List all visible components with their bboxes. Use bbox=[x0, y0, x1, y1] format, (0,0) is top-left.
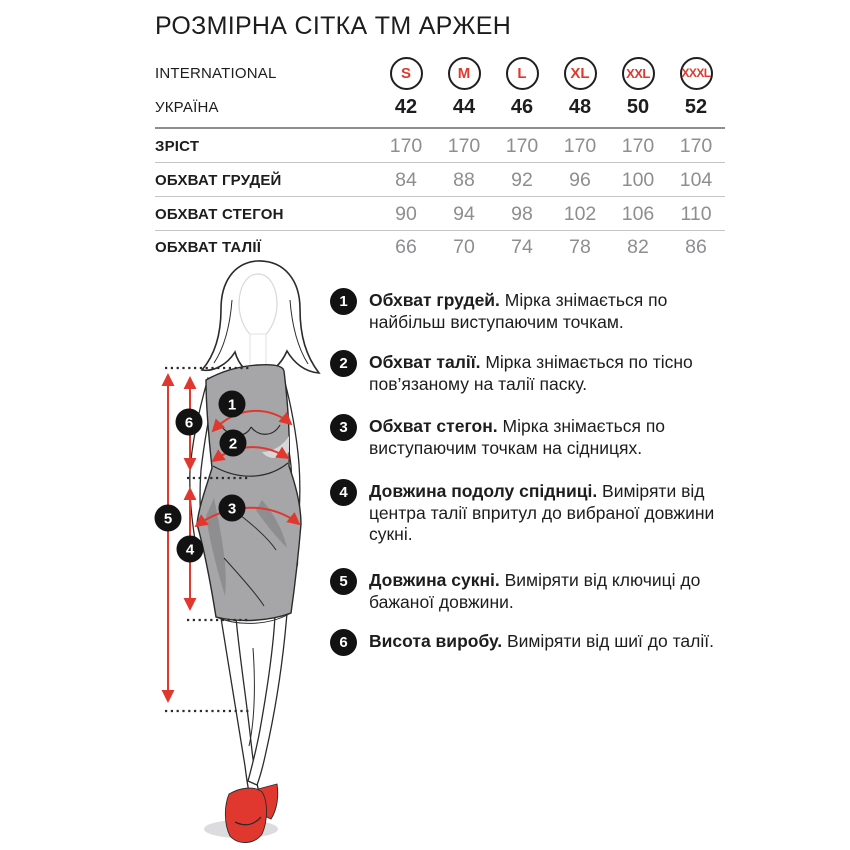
table-separator bbox=[155, 127, 725, 129]
instruction-title: Обхват грудей. bbox=[369, 290, 500, 310]
instruction-title: Довжина сукні. bbox=[369, 570, 500, 590]
table-cell: 170 bbox=[563, 134, 597, 157]
table-cell: 94 bbox=[453, 202, 475, 225]
instruction-text bbox=[369, 568, 725, 613]
table-row-international bbox=[155, 56, 725, 90]
row-label-height: ЗРІСТ bbox=[155, 137, 200, 155]
figure-badge-5: 5 bbox=[163, 510, 173, 528]
instruction-title: Обхват стегон. bbox=[369, 416, 498, 436]
table-cell: 170 bbox=[389, 134, 423, 157]
table-cell bbox=[551, 57, 609, 90]
table-cell: 90 bbox=[395, 202, 417, 225]
table-row-ukraine bbox=[155, 92, 725, 122]
table-row-height bbox=[155, 133, 725, 159]
table-cell: 50 bbox=[626, 95, 650, 118]
instruction-title: Висота виробу. bbox=[369, 631, 503, 651]
table-cell: 42 bbox=[394, 95, 418, 118]
table-cell bbox=[435, 57, 493, 90]
instruction-item-product-height bbox=[330, 629, 742, 656]
table-cell: 92 bbox=[511, 168, 533, 191]
row-label-bust: ОБХВАТ ГРУДЕЙ bbox=[155, 171, 282, 189]
instruction-item-hips bbox=[330, 414, 742, 459]
table-cell bbox=[609, 57, 667, 90]
table-cell: 52 bbox=[684, 95, 708, 118]
table-cell: 110 bbox=[680, 202, 712, 225]
table-cell: 170 bbox=[505, 134, 539, 157]
instruction-text bbox=[369, 479, 725, 546]
table-cell: 96 bbox=[569, 168, 591, 191]
table-row-bust bbox=[155, 167, 725, 193]
instruction-item-dress-length bbox=[330, 568, 742, 613]
instruction-item-waist bbox=[330, 350, 742, 395]
table-cell: 106 bbox=[621, 202, 655, 225]
instruction-desc: Мірка знімається по тісно пов’язаному на талії паску. bbox=[369, 352, 693, 394]
instruction-badge-1: 1 bbox=[330, 288, 357, 315]
size-badge-s: S bbox=[390, 57, 423, 90]
table-cell: 78 bbox=[569, 235, 591, 258]
table-cell: 104 bbox=[679, 168, 713, 191]
table-cell: 84 bbox=[395, 168, 417, 191]
figure-badge-3: 3 bbox=[227, 500, 237, 518]
table-cell: 170 bbox=[621, 134, 655, 157]
instruction-title: Довжина подолу спідниці. bbox=[369, 481, 598, 501]
instruction-badge-6: 6 bbox=[330, 629, 357, 656]
row-label-waist: ОБХВАТ ТАЛІЇ bbox=[155, 238, 262, 256]
size-badge-l: L bbox=[506, 57, 539, 90]
front-shoe bbox=[225, 788, 266, 842]
table-cell: 44 bbox=[452, 95, 476, 118]
table-cell: 102 bbox=[563, 202, 597, 225]
size-badge-xxxl: XXXL bbox=[680, 57, 713, 90]
instruction-badge-4: 4 bbox=[330, 479, 357, 506]
instruction-badge-3: 3 bbox=[330, 414, 357, 441]
table-cell: 98 bbox=[511, 202, 533, 225]
instruction-item-bust bbox=[330, 288, 742, 333]
table-cell: 66 bbox=[395, 235, 417, 258]
instruction-desc: Виміряти від центра талії впритул до вибраної довжини сукні. bbox=[369, 481, 715, 544]
table-cell: 170 bbox=[679, 134, 713, 157]
instruction-badge-2: 2 bbox=[330, 350, 357, 377]
table-cell: 100 bbox=[621, 168, 655, 191]
table-separator bbox=[155, 230, 725, 231]
table-cell: 86 bbox=[685, 235, 707, 258]
instruction-item-skirt-length bbox=[330, 479, 742, 546]
table-separator bbox=[155, 162, 725, 163]
row-label-international: INTERNATIONAL bbox=[155, 64, 277, 82]
figure-badge-6: 6 bbox=[184, 414, 194, 432]
table-separator bbox=[155, 196, 725, 197]
figure-illustration bbox=[148, 258, 344, 850]
woman-sketch bbox=[190, 261, 319, 843]
table-cell: 88 bbox=[453, 168, 475, 191]
table-cell bbox=[667, 57, 725, 90]
size-badge-xxl: XXL bbox=[622, 57, 655, 90]
dress bbox=[197, 365, 301, 621]
row-label-ukraine: УКРАЇНА bbox=[155, 98, 219, 116]
table-row-waist bbox=[155, 234, 725, 260]
instruction-desc: Виміряти від ключиці до бажаної довжини. bbox=[369, 570, 701, 612]
instruction-text bbox=[369, 414, 725, 459]
row-label-hips: ОБХВАТ СТЕГОН bbox=[155, 205, 284, 223]
table-cell bbox=[377, 57, 435, 90]
table-cell bbox=[493, 57, 551, 90]
instruction-desc: Мірка знімається по найбільш виступаючим точкам. bbox=[369, 290, 668, 332]
table-cell: 74 bbox=[511, 235, 533, 258]
table-cell: 70 bbox=[453, 235, 475, 258]
table-cell: 82 bbox=[627, 235, 649, 258]
table-cell: 46 bbox=[510, 95, 534, 118]
table-cell: 170 bbox=[447, 134, 481, 157]
table-row-hips bbox=[155, 201, 725, 227]
instruction-text bbox=[369, 350, 725, 395]
figure-badge-1: 1 bbox=[227, 396, 237, 414]
instruction-text bbox=[369, 629, 725, 653]
figure-badge-2: 2 bbox=[228, 435, 238, 453]
instruction-desc: Виміряти від шиї до талії. bbox=[502, 631, 714, 651]
instruction-badge-5: 5 bbox=[330, 568, 357, 595]
size-badge-xl: XL bbox=[564, 57, 597, 90]
neck bbox=[250, 334, 266, 366]
figure-badge-4: 4 bbox=[185, 541, 195, 559]
instruction-text bbox=[369, 288, 725, 333]
instruction-title: Обхват талії. bbox=[369, 352, 481, 372]
instruction-desc: Мірка знімається по виступаючим точкам на сідницях. bbox=[369, 416, 666, 458]
size-badge-m: M bbox=[448, 57, 481, 90]
table-cell: 48 bbox=[568, 95, 592, 118]
page-title: РОЗМІРНА СІТКА ТМ АРЖЕН bbox=[155, 12, 512, 40]
